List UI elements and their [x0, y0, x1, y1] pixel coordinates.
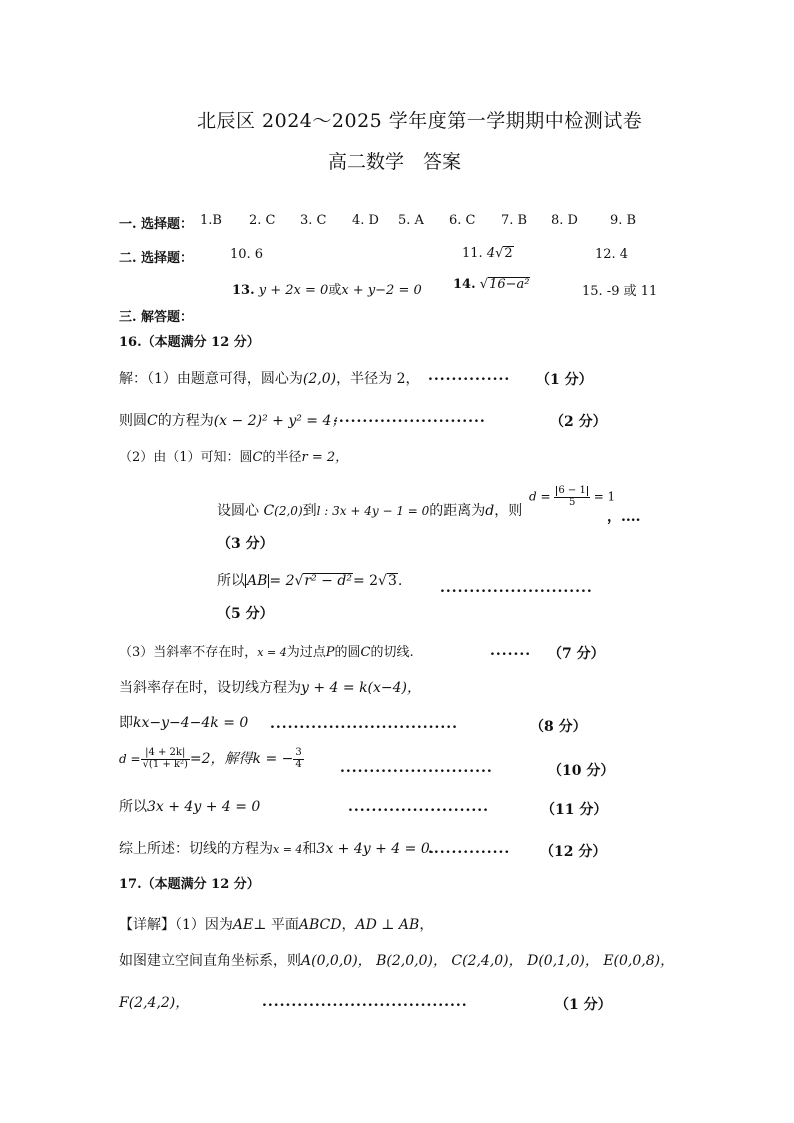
- answer-13-eq-a: y + 2x = 0: [258, 283, 329, 298]
- text: ，则: [494, 503, 523, 519]
- leader-dots: ..........................: [440, 580, 593, 596]
- radicand: r² − d²: [304, 573, 352, 589]
- answer-12: 12. 4: [595, 247, 629, 262]
- answer-14-radicand: 16−a²: [489, 277, 530, 292]
- text: 所以: [119, 799, 147, 815]
- text: （3）当斜率不存在时，: [119, 645, 258, 660]
- answer-14: 14. √16−a²: [453, 277, 530, 292]
- fraction: [293, 748, 303, 770]
- leader-dots: ........................: [348, 799, 489, 815]
- math: C: [360, 645, 371, 660]
- text: 的半径: [262, 450, 302, 465]
- math: P: [325, 645, 335, 660]
- q16-line-6: [119, 641, 414, 660]
- math: ABCD: [298, 917, 342, 933]
- math: (x − 2)² + y² = 4；: [213, 413, 346, 429]
- denominator: 5: [568, 496, 576, 508]
- answer-13-num: 13.: [232, 283, 255, 298]
- answer-11-coef: 4: [486, 246, 496, 261]
- math: =2，解得: [189, 751, 253, 767]
- q16-line-1: [119, 368, 419, 388]
- numerator: 6 − 1: [558, 485, 586, 496]
- score-5: （5 分）: [217, 606, 274, 622]
- text: 到: [302, 503, 317, 519]
- part3-label: 三. 解答题：: [119, 310, 194, 325]
- score-11: （11 分）: [541, 802, 608, 818]
- math: 3x + 4y + 4 = 0: [147, 799, 261, 815]
- text: 的方程为: [157, 413, 214, 429]
- leader-dots: .......: [490, 643, 532, 659]
- math: y + 4 = k(x−4)，: [301, 680, 422, 696]
- answer-11: 11. 4√2: [462, 246, 513, 261]
- answer-1: 1.B: [200, 213, 222, 228]
- math: A(0,0,0)， B(2,0,0)， C(2,4,0)， D(0,1,0)， E(0,0,8)，: [301, 953, 675, 969]
- answer-9: 9. B: [610, 213, 637, 228]
- math: (2,0): [274, 504, 303, 518]
- text: 则圆: [119, 413, 147, 429]
- q16-line-2: [119, 410, 345, 430]
- answer-11-num: 11.: [462, 246, 483, 261]
- math: d =: [529, 489, 551, 504]
- page-title: 北辰区 2024～2025 学年度第一学期期中检测试卷: [197, 110, 643, 132]
- text: ，半径为 2，: [336, 371, 420, 387]
- math: 3x + 4y + 4 = 0.: [316, 841, 435, 857]
- score-10: （10 分）: [548, 763, 615, 779]
- q16-line-5: 所以 AB = 2√r² − d²= 2√3.: [217, 573, 403, 589]
- text: ，: [341, 917, 356, 933]
- numerator: 3: [295, 747, 302, 758]
- math: r = 2，: [301, 450, 349, 465]
- answer-5: 5. A: [398, 213, 424, 228]
- math: AB: [247, 573, 268, 589]
- text: 所以: [217, 573, 245, 589]
- q16-line-11: [119, 838, 434, 858]
- text: 综上所述：切线的方程为: [119, 841, 273, 857]
- score-7: （7 分）: [548, 646, 605, 662]
- math: AE: [232, 917, 254, 933]
- math: d =: [119, 752, 141, 766]
- q16-line-4: [217, 500, 522, 520]
- answer-6: 6. C: [449, 213, 476, 228]
- q16-heading: 16.（本题满分 12 分）: [119, 335, 260, 350]
- math: x = 4: [257, 646, 287, 659]
- denominator: √(1 + k²): [142, 758, 188, 770]
- q16-line-8: [119, 712, 248, 732]
- answer-3: 3. C: [300, 213, 327, 228]
- answer-14-num: 14.: [453, 277, 476, 292]
- score-2: （2 分）: [550, 414, 607, 430]
- leader-dots: ..........................: [340, 760, 493, 776]
- text: 为过点: [286, 645, 326, 660]
- distance-formula: [529, 486, 615, 508]
- answer-13: [232, 279, 422, 298]
- text: （2）由（1）可知：圆: [119, 450, 253, 465]
- part2-label: 二. 选择题：: [119, 251, 194, 266]
- score-8: （8 分）: [530, 719, 587, 735]
- leader-dots: ..............: [428, 841, 511, 857]
- fraction: [554, 486, 589, 508]
- answer-10: 10. 6: [230, 247, 264, 262]
- text: ，: [419, 917, 434, 933]
- text: 当斜率存在时，设切线方程为: [119, 680, 301, 696]
- score-3: （3 分）: [217, 536, 274, 552]
- math: AD ⊥ AB: [355, 917, 420, 933]
- q17-line-2: [119, 950, 674, 970]
- part1-label: 一. 选择题：: [119, 217, 194, 232]
- leader-dots: ，....: [607, 509, 641, 525]
- math: kx−y−4−4k = 0: [133, 715, 249, 731]
- text: 设圆心: [217, 503, 259, 519]
- score-1: （1 分）: [536, 372, 593, 388]
- math: k = −: [252, 751, 294, 767]
- q17-line-1: [119, 914, 433, 934]
- text: ⊥ 平面: [253, 917, 299, 933]
- answer-13-eq-b: x + y−2 = 0: [341, 283, 422, 298]
- math: = 1: [593, 489, 616, 504]
- math: (2,0): [302, 371, 337, 387]
- text: 的距离为: [429, 503, 486, 519]
- leader-dots: ...................................: [262, 994, 468, 1010]
- q16-line-9: [119, 748, 304, 770]
- answer-2: 2. C: [249, 213, 276, 228]
- text: 如图建立空间直角坐标系，则: [119, 953, 301, 969]
- text: .: [397, 573, 403, 589]
- q17-line-3: [119, 992, 189, 1012]
- numerator: |4 + 2k|: [141, 748, 190, 760]
- score-12: （12 分）: [540, 844, 607, 860]
- fraction: [141, 748, 190, 770]
- radicand: 3: [387, 573, 397, 589]
- text: 即: [119, 715, 133, 731]
- math: C: [263, 503, 275, 519]
- answer-4: 4. D: [352, 213, 379, 228]
- text: 【详解】（1）因为: [119, 917, 233, 933]
- q17-heading: 17.（本题满分 12 分）: [119, 877, 260, 892]
- answer-13-or: 或: [328, 283, 342, 298]
- math: l : 3x + 4y − 1 = 0: [316, 504, 430, 518]
- leader-dots: ................................: [270, 716, 458, 732]
- score-q17-1: （1 分）: [555, 997, 612, 1013]
- text: 的切线.: [370, 645, 414, 660]
- page-subtitle: 高二数学 答案: [328, 151, 462, 173]
- math: d: [485, 503, 495, 519]
- answer-15: 15. -9 或 11: [582, 284, 658, 299]
- math: = 2: [269, 573, 295, 589]
- math: F(2,4,2)，: [119, 995, 190, 1011]
- text: 的圆: [334, 645, 361, 660]
- math: = 2: [352, 573, 379, 589]
- denominator: 4: [295, 758, 302, 770]
- q16-line-10: [119, 796, 260, 816]
- math: C: [147, 413, 158, 429]
- text: 和: [302, 841, 317, 857]
- math: x = 4: [273, 843, 303, 856]
- answer-8: 8. D: [551, 213, 578, 228]
- math: C: [252, 450, 263, 465]
- q16-line-7: [119, 677, 421, 697]
- q16-line-3: [119, 446, 348, 465]
- text: 解：（1）由题意可得，圆心为: [119, 371, 303, 387]
- leader-dots: ..............: [428, 368, 511, 384]
- answer-7: 7. B: [501, 213, 528, 228]
- leader-dots: ..........................: [333, 410, 486, 426]
- answer-11-radicand: 2: [504, 246, 513, 261]
